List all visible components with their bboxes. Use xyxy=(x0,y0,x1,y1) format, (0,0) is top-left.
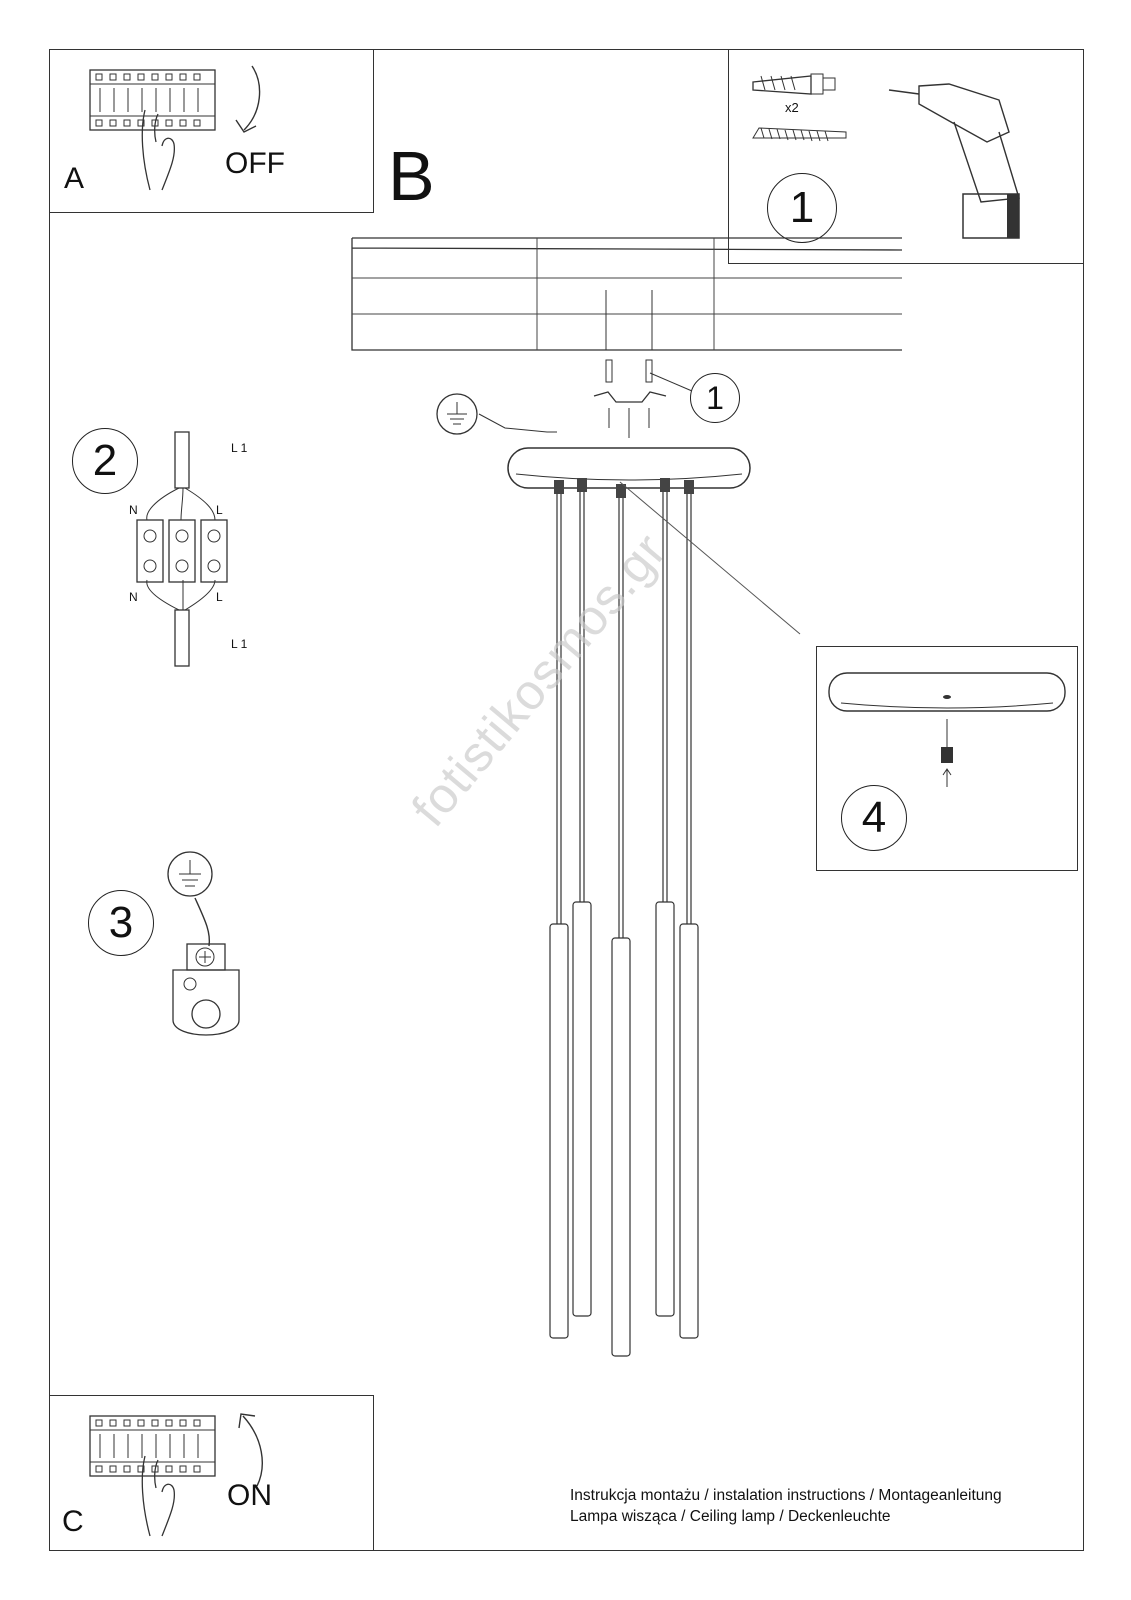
breaker-panel-icon xyxy=(90,1416,220,1536)
label-n-top: N xyxy=(129,503,138,517)
panel-a-power-off xyxy=(49,49,374,213)
ceiling-drawing xyxy=(352,238,902,358)
label-l1-bottom: L 1 xyxy=(231,637,248,651)
panel-a-action: OFF xyxy=(225,147,285,180)
label-l-bottom: L xyxy=(216,590,223,604)
label-l1-top: L 1 xyxy=(231,441,248,455)
watermark: fotistikosmos.gr xyxy=(400,522,678,837)
ground-symbol-icon xyxy=(435,392,565,452)
canopy-detail xyxy=(825,669,1070,789)
step2-number: 2 xyxy=(72,428,138,494)
panel-c-letter: C xyxy=(62,1505,84,1538)
panel-b-letter: B xyxy=(388,137,435,215)
breaker-panel-icon xyxy=(90,70,220,190)
step3-number: 3 xyxy=(88,890,154,956)
footer-line-2: Lampa wisząca / Ceiling lamp / Deckenleuchte xyxy=(570,1508,891,1525)
callout-leader-line xyxy=(650,373,695,393)
panel-a-letter: A xyxy=(64,162,85,195)
step4-number: 4 xyxy=(841,785,907,851)
arrow-up-icon xyxy=(235,1408,275,1488)
step1-callout-number: 1 xyxy=(690,373,740,423)
step4-detail-box xyxy=(816,646,1078,871)
drill-icon xyxy=(889,82,1039,247)
terminal-block-diagram xyxy=(135,430,248,670)
panel-c-action: ON xyxy=(227,1479,272,1512)
panel-c-power-on xyxy=(49,1395,374,1551)
step1-tools-box xyxy=(728,49,1084,264)
mounting-bracket xyxy=(590,358,670,448)
arrow-down-icon xyxy=(232,64,272,139)
label-l-top: L xyxy=(216,503,223,517)
step1-number: 1 xyxy=(767,173,837,243)
footer-line-1: Instrukcja montażu / instalation instructions / Montageanleitung xyxy=(570,1487,1002,1504)
label-n-bottom: N xyxy=(129,590,138,604)
step1-quantity: x2 xyxy=(785,100,799,115)
ground-terminal-diagram xyxy=(165,850,255,1060)
